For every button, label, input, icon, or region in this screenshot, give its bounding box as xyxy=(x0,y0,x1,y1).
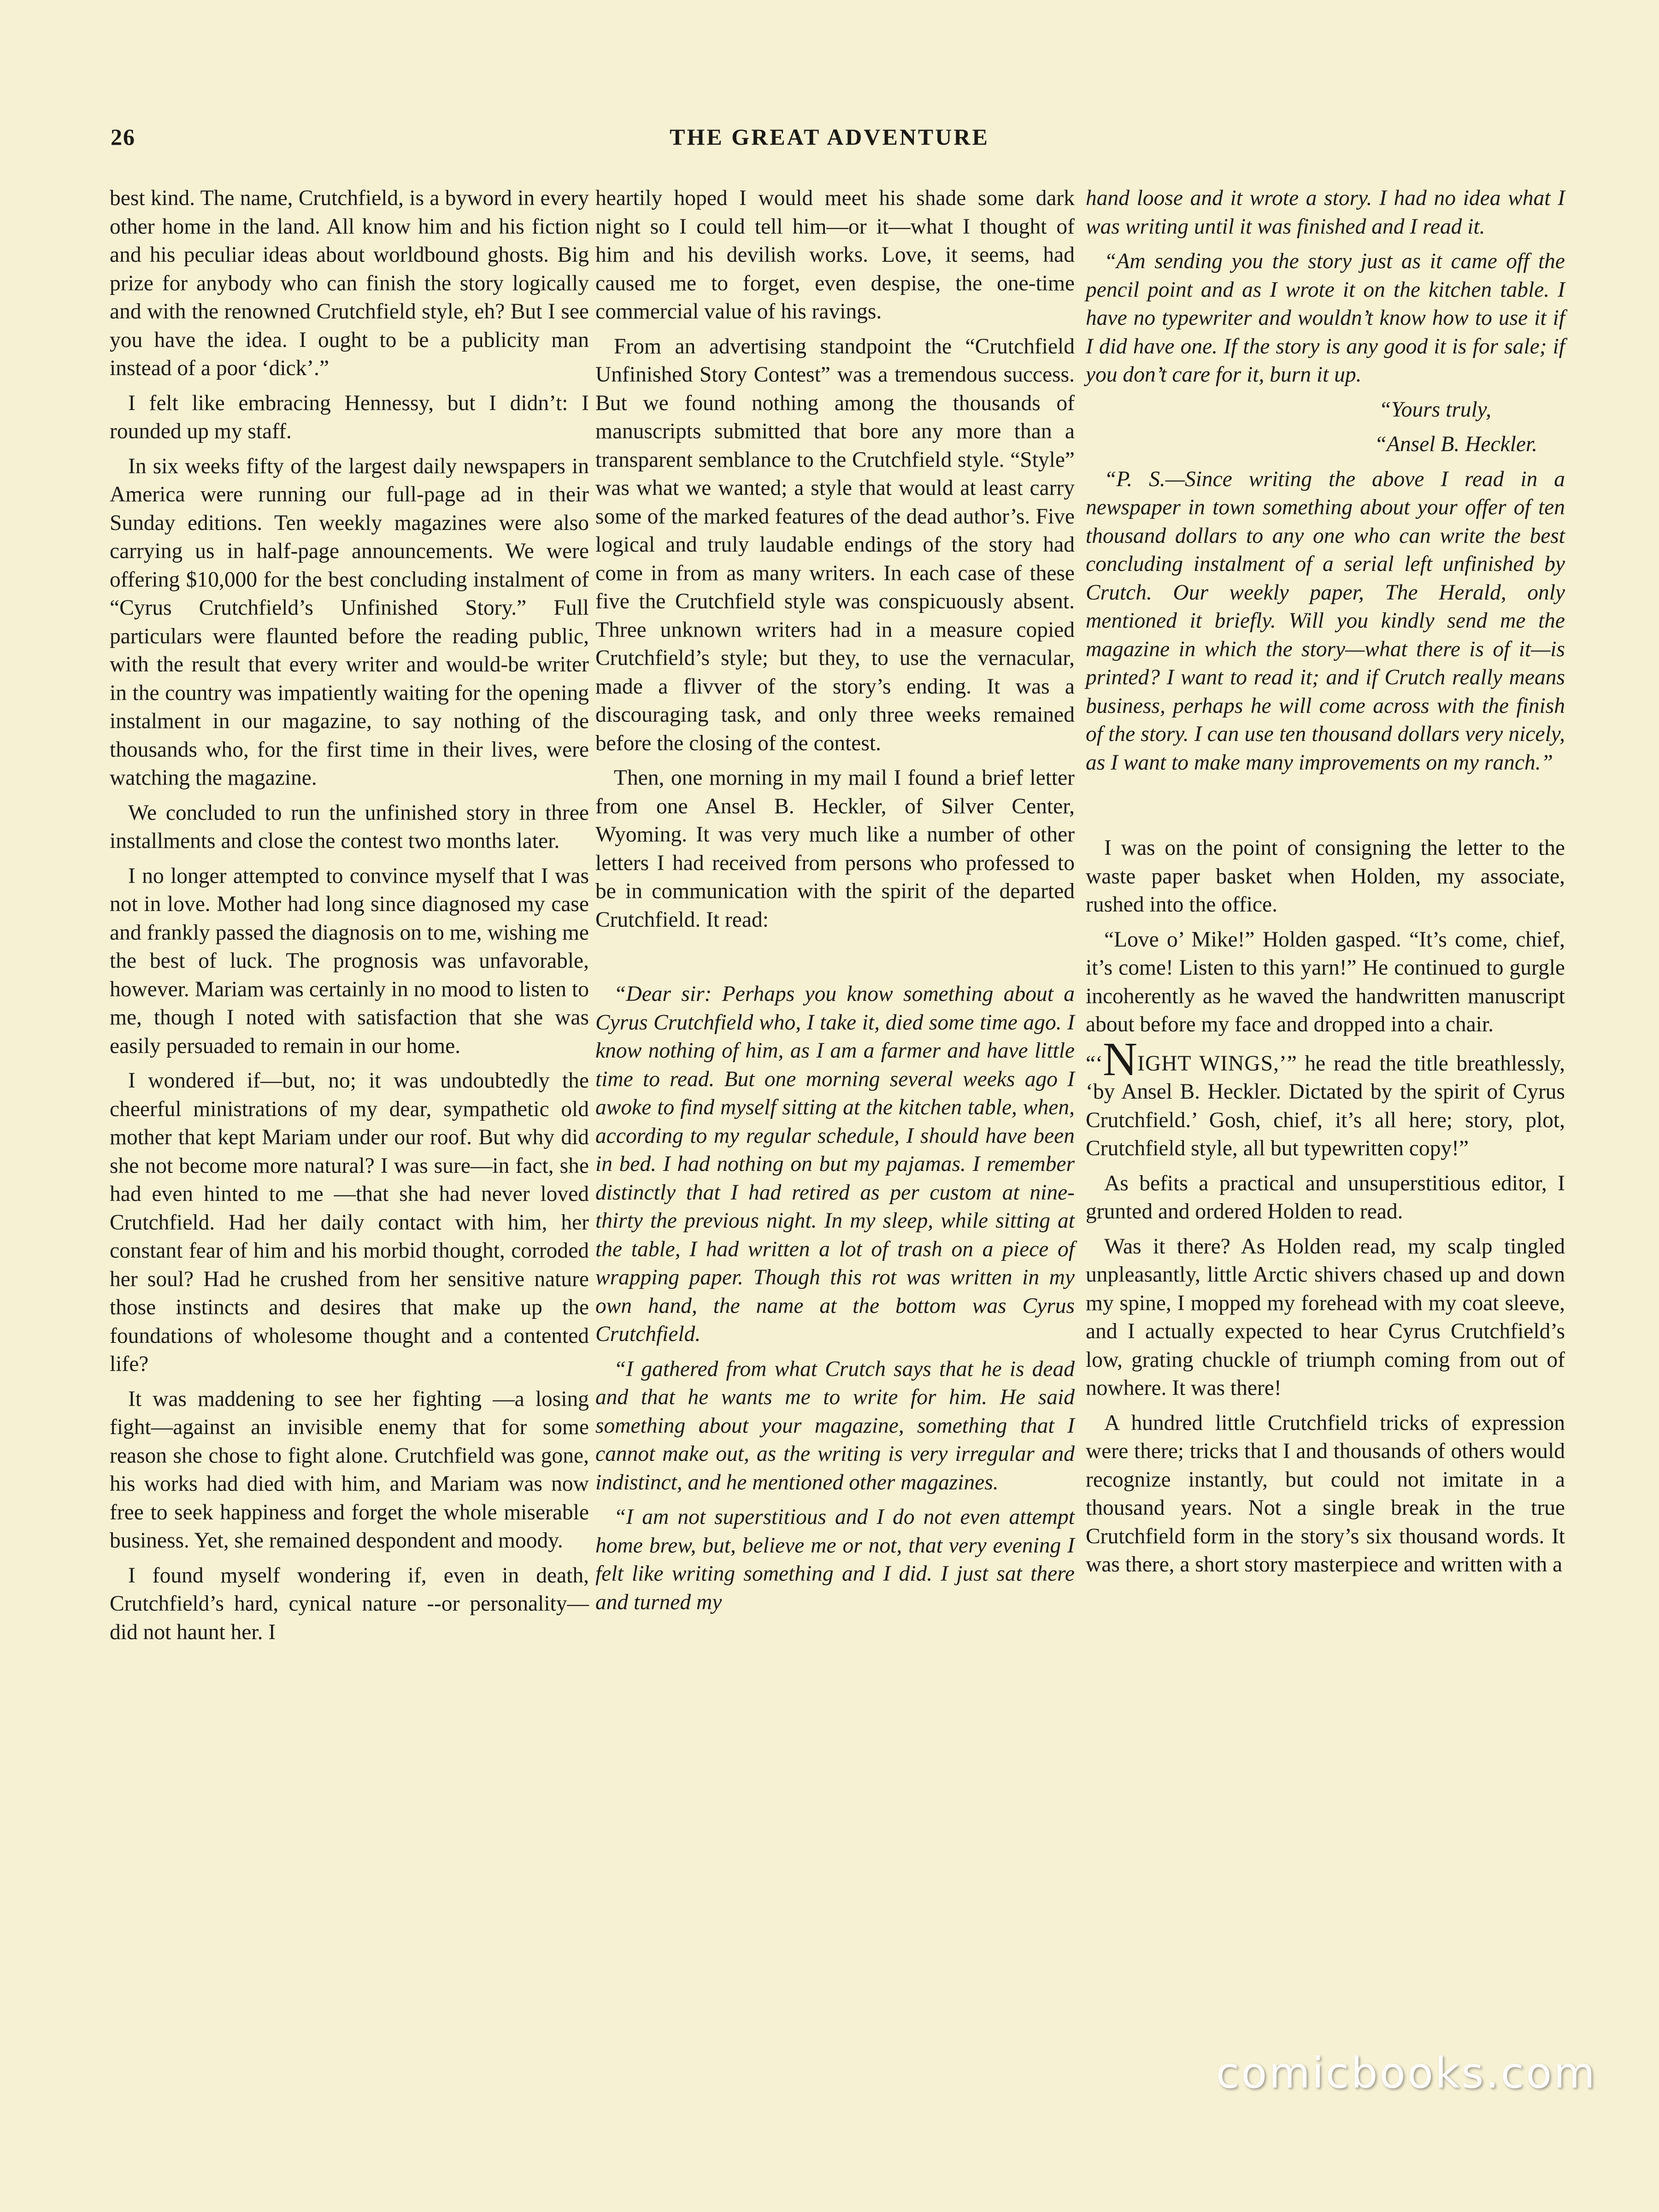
paragraph: best kind. The name, Crutchfield, is a byword in every other home in the land. All know him and his fiction and his peculiar ideas about worldbound ghosts. Big prize for anybody who can finish the story logically and with the renowned Crutchfield style, eh? But I see you have the idea. I ought to be a publicity man instead of a poor ‘dick’.” xyxy=(110,186,589,380)
running-title: THE GREAT ADVENTURE xyxy=(670,124,989,150)
heckler-letter xyxy=(595,980,1075,1617)
opening-quote: “‘ xyxy=(1086,1051,1103,1076)
paragraph: heartily hoped I would meet his shade some dark night so I could tell him—or it—what I thought of him and his devilish works. Love, it seems, had caused me to forget, even despise, the one-time commercial value of his ravings. xyxy=(595,186,1075,324)
page-header xyxy=(0,124,1659,160)
section-gap xyxy=(1086,783,1565,834)
letter-postscript: “P. S.—Since writing the above I read in a newspaper in town something about your offer of ten thousand dollars to any one who can write the best concluding instalment of a serial left unfinished by Crutch. Our weekly paper, The Herald, only mentioned it briefly. Will you kindly send me the magazine in which the story—what there is of it—is printed? I want to read it; and if Crutch really means business, perhaps he will come across with the finish of the story. I can use ten thousand dollars very nicely, as I want to make many improvements on my ranch.” xyxy=(1086,467,1565,775)
watermark-logo: comicbooks.com xyxy=(1216,2048,1597,2098)
paragraph: I wondered if—but, no; it was undoubtedly the cheerful ministrations of my dear, sympathetic old mother that kept Mariam under our roof. But why did she not become more natural? I was sure—in fact, she had even hinted to me —that she had never loved Crutchfield. Had her daily contact with him, her constant fear of him and his morbid thought, corroded her soul? Had he crushed from her sensitive nature those instincts and desires that make up the foundations of wholesome thought and a contented life? xyxy=(110,1069,589,1376)
paragraph: It was maddening to see her fighting —a losing fight—against an invisible enemy that for some reason she chose to fight alone. Crutchfield was gone, his works had died with him, and Mariam was now free to seek happiness and forget the whole miserable business. Yet, she remained despondent and moody. xyxy=(110,1387,589,1553)
paragraph: I found myself wondering if, even in death, Crutchfield’s hard, cynical nature --or personality—did not haunt her. I xyxy=(110,1563,589,1644)
letter-paragraph: “I gathered from what Crutch says that he is dead and that he wants me to write for him. He said something about your magazine, something that I cannot make out, as the writing is very irregular and indistinct, and he mentioned other magazines. xyxy=(595,1357,1075,1494)
story-title-rest: ” he read the title breathlessly, ‘by Ansel B. Heckler. Dictated by the spirit of Cyrus Crutchfield.’ Gosh, chief, it’s all here; story, plot, Crutchfield style, all but typewritten copy!” xyxy=(1086,1051,1565,1160)
story-title-paragraph xyxy=(1086,1032,1565,1163)
paragraph: We concluded to run the unfinished story in three installments and close the contest two months later. xyxy=(110,800,589,853)
letter-closing: “Yours truly, xyxy=(1379,397,1491,422)
letter-paragraph: “Am sending you the story just as it came off the pencil point and as I wrote it on the kitchen table. I have no typewriter and wouldn’t know how to use it if I did have one. If the story is any good it is for sale; if you don’t care for it, burn it up. xyxy=(1086,249,1565,387)
story-title: IGHT WINGS,’ xyxy=(1137,1051,1287,1076)
letter-signature: “Ansel B. Heckler. xyxy=(1374,432,1537,456)
paragraph: I was on the point of consigning the letter to the waste paper basket when Holden, my associate, rushed into the office. xyxy=(1086,836,1565,917)
column-1 xyxy=(110,184,589,1653)
paragraph: Then, one morning in my mail I found a brief letter from one Ansel B. Heckler, of Silver Center, Wyoming. It was very much like a number of other letters I had received from persons who professed to be in communication with the spirit of the departed Crutchfield. It read: xyxy=(595,766,1075,932)
drop-cap: N xyxy=(1102,1032,1138,1086)
letter-paragraph: hand loose and it wrote a story. I had no idea what I was writing until it was finished and I read it. xyxy=(1086,186,1565,239)
paragraph: I felt like embracing Hennessy, but I didn’t: I rounded up my staff. xyxy=(110,391,589,443)
letter-paragraph: “Dear sir: Perhaps you know something about a Cyrus Crutchfield who, I take it, died some time ago. I know nothing of him, as I am a farmer and have little time to read. But one morning several weeks ago I awoke to find myself sitting at the kitchen table, when, according to my regular schedule, I should have been in bed. I had nothing on but my pajamas. I remember distinctly that I had retired as per custom at nine-thirty the previous night. In my sleep, while sitting at the table, I had written a lot of trash on a piece of wrapping paper. Though this rot was written in my own hand, the name at the bottom was Cyrus Crutchfield. xyxy=(595,982,1075,1346)
column-3 xyxy=(1086,184,1565,1586)
page-number: 26 xyxy=(111,124,135,150)
paragraph: From an advertising standpoint the “Crutchfield Unfinished Story Contest” was a tremendous success. But we found nothing among the thousands of manuscripts submitted that bore any more than a transparent semblance to the Crutchfield style. “Style” was what we wanted; a style that would at least carry some of the marked features of the dead author’s. Five logical and truly laudable endings of the story had come in from as many writers. In each case of these five the Crutchfield style was conspicuously absent. Three unknown writers had in a measure copied Crutchfield’s style; but they, to use the vernacular, made a flivver of the story’s ending. It was a discouraging task, and only three weeks remained before the closing of the contest. xyxy=(595,334,1075,755)
paragraph: In six weeks fifty of the largest daily newspapers in America were running our full-page ad in their Sunday editions. Ten weekly magazines were also carrying us in half-page announcements. We were offering $10,000 for the best concluding instalment of “Cyrus Crutchfield’s Unfinished Story.” Full particulars were flaunted before the reading public, with the result that every writer and would-be writer in the country was impatiently waiting for the opening instalment in our magazine, to say nothing of the thousands who, for the first time in their lives, were watching the magazine. xyxy=(110,454,589,790)
letter-paragraph: “I am not superstitious and I do not even attempt home brew, but, believe me or not, that very evening I felt like writing something and I did. I just sat there and turned my xyxy=(595,1505,1075,1614)
paragraph: Was it there? As Holden read, my scalp tingled unpleasantly, little Arctic shivers chased up and down my spine, I mopped my forehead with my coat sleeve, and I actually expected to hear Cyrus Crutchfield’s low, grating chuckle of triumph coming from out of nowhere. It was there! xyxy=(1086,1234,1565,1400)
column-2 xyxy=(595,184,1075,1623)
paragraph: A hundred little Crutchfield tricks of expression were there; tricks that I and thousands of others would recognize instantly, but could not imitate in a thousand years. Not a single break in the true Crutchfield form in the story’s six thousand words. It was there, a short story masterpiece and written with a xyxy=(1086,1411,1565,1577)
paragraph: “Love o’ Mike!” Holden gasped. “It’s come, chief, it’s come! Listen to this yarn!” He continued to gurgle incoherently as he waved the handwritten manuscript about before my face and dropped into a chair. xyxy=(1086,927,1565,1036)
paragraph: I no longer attempted to convince myself that I was not in love. Mother had long since diagnosed my case and frankly passed the diagnosis on to me, wishing me the best of luck. The prognosis was unfavorable, however. Mariam was certainly in no mood to listen to me, though I noted with satisfaction that she was easily persuaded to remain in our home. xyxy=(110,864,589,1058)
paragraph: As befits a practical and unsuperstitious editor, I grunted and ordered Holden to read. xyxy=(1086,1171,1565,1224)
